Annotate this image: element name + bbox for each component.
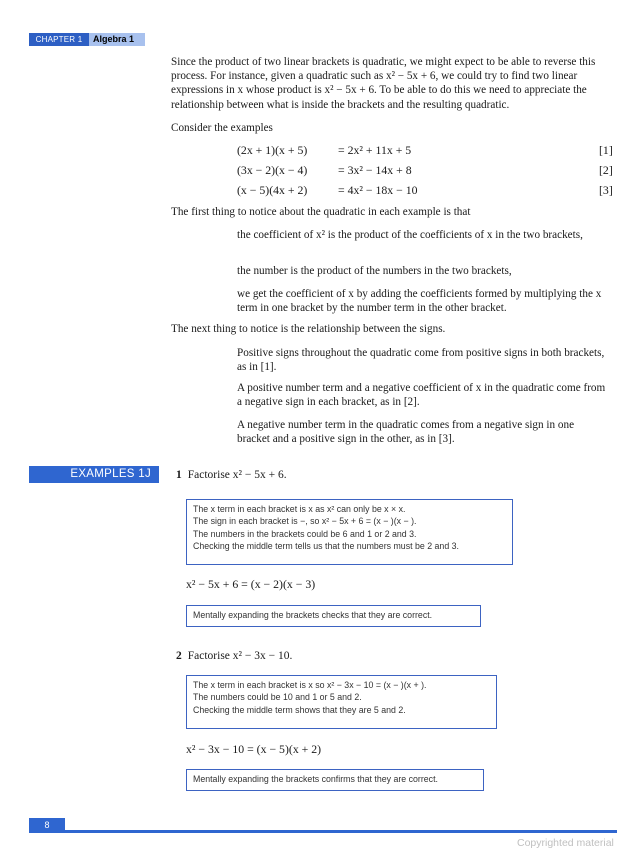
point-3: we get the coefficient of x by adding the coefficients formed by multiplying the x term in one bracket by the number term in the other bracket. [237, 288, 602, 315]
footer-rule [29, 830, 617, 833]
equation-3-rhs: = 4x² − 18x − 10 [338, 183, 418, 197]
example-2-explanation-box [186, 675, 497, 729]
example-1-box-line: Checking the middle term tells us that the numbers must be 2 and 3. [193, 540, 459, 551]
equation-1-rhs: = 2x² + 11x + 5 [338, 143, 412, 157]
sign-rule-1: Positive signs throughout the quadratic come from positive signs in both brackets, as in [1]. [237, 347, 605, 374]
example-2-heading [176, 650, 292, 662]
sign-rule-2: A positive number term and a negative coefficient of x in the quadratic come from a negative sign in each bracket, as in [2]. [237, 382, 606, 409]
chapter-label: CHAPTER 1 [29, 33, 89, 46]
equation-3-lhs: (x − 5)(4x + 2) [237, 183, 308, 197]
copyright-watermark: Copyrighted material [517, 837, 614, 849]
equation-1-number: [1] [599, 143, 613, 157]
point-2: the number is the product of the numbers in the two brackets, [237, 265, 512, 277]
example-2-result: x² − 3x − 10 = (x − 5)(x + 2) [186, 742, 322, 756]
first-thing-text: The first thing to notice about the quadratic in each example is that [171, 206, 471, 218]
chapter-title: Algebra 1 [89, 33, 145, 46]
example-1-box-line: The x term in each bracket is x as x² can only be x × x. [193, 504, 406, 514]
next-thing-text: The next thing to notice is the relationship between the signs. [171, 323, 446, 335]
example-1-explanation-box [186, 499, 513, 565]
example-2-box-line: The x term in each bracket is x so x² − 3x − 10 = (x − )(x + ). [193, 680, 427, 690]
equation-2-number: [2] [599, 163, 613, 177]
example-2-box-line: The numbers could be 10 and 1 or 5 and 2. [193, 692, 362, 703]
page-number: 8 [29, 818, 65, 832]
example-2-check-box [186, 769, 484, 791]
example-1-result: x² − 5x + 6 = (x − 2)(x − 3) [186, 577, 316, 591]
equation-3-number: [3] [599, 183, 613, 197]
example-1-heading [176, 469, 287, 481]
example-1-number: 1 [176, 469, 182, 481]
example-2-check-text: Mentally expanding the brackets confirms that they are correct. [193, 774, 438, 784]
intro-paragraph: Since the product of two linear brackets is quadratic, we might expect to be able to reverse this process. For instance, given a quadratic such as x² − 5x + 6, we could try to find two linear expressions in x whose product is x² − 5x + 6. To be able to do this we need to appreciate the relationship between what is inside the brackets and the resulting quadratic. [171, 56, 596, 111]
example-2-box-line: Checking the middle term shows that they are 5 and 2. [193, 704, 406, 715]
example-1-check-text: Mentally expanding the brackets checks that they are correct. [193, 610, 433, 620]
example-1-box-line: The sign in each bracket is −, so x² − 5x + 6 = (x − )(x − ). [193, 516, 417, 527]
example-2-text: Factorise x² − 3x − 10. [187, 650, 293, 662]
example-2-number: 2 [176, 650, 182, 662]
example-1-check-box [186, 605, 481, 627]
examples-banner: EXAMPLES 1J [29, 466, 159, 483]
equation-2-rhs: = 3x² − 14x + 8 [338, 163, 412, 177]
point-1: the coefficient of x² is the product of the coefficients of x in the two brackets, [237, 229, 583, 241]
equation-1-lhs: (2x + 1)(x + 5) [237, 143, 308, 157]
sign-rule-3: A negative number term in the quadratic comes from a negative sign in one bracket and a positive sign in the other, as in [3]. [237, 419, 575, 446]
example-1-box-line: The numbers in the brackets could be 6 and 1 or 2 and 3. [193, 528, 417, 539]
equation-2-lhs: (3x − 2)(x − 4) [237, 163, 308, 177]
consider-text: Consider the examples [171, 122, 273, 134]
example-1-text: Factorise x² − 5x + 6. [187, 469, 287, 481]
